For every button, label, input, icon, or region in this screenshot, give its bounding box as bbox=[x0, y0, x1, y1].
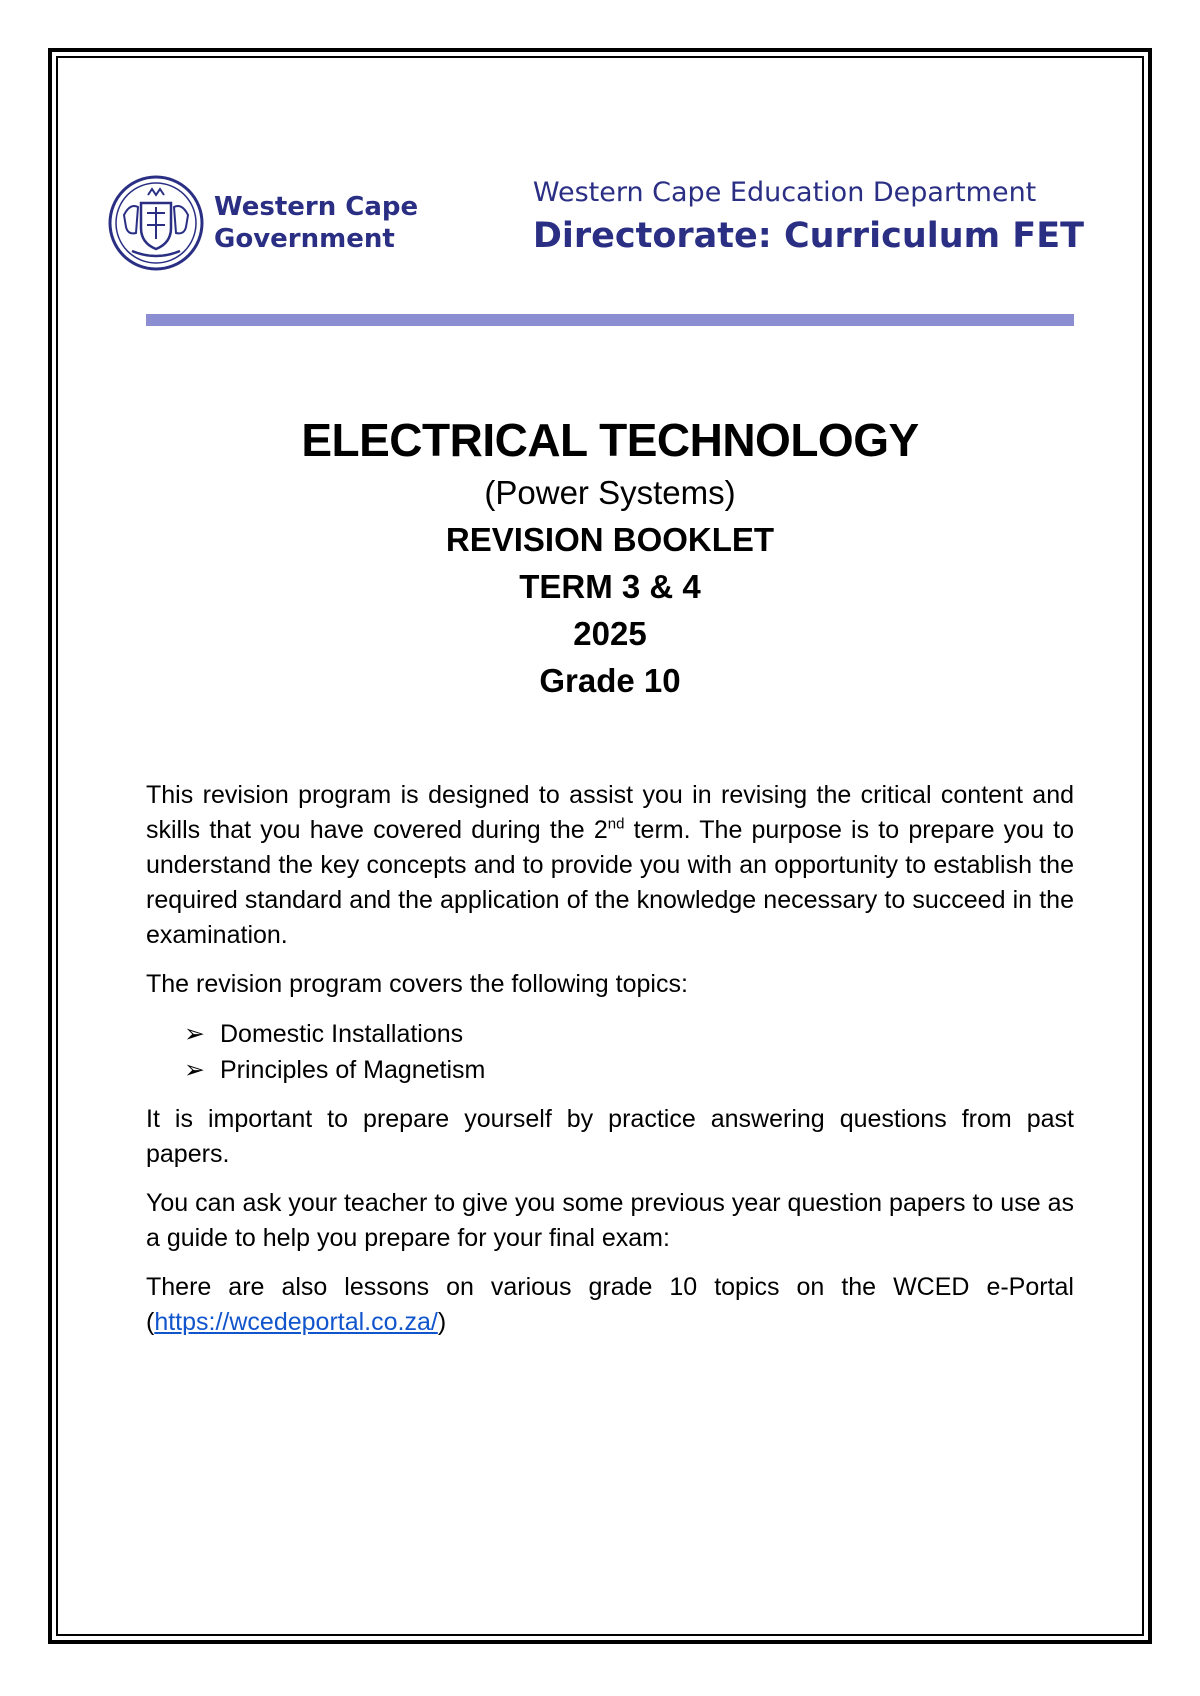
arrow-bullet-icon: ➢ bbox=[184, 1020, 205, 1048]
crest-icon bbox=[106, 173, 206, 273]
government-name-line2: Government bbox=[214, 224, 395, 254]
intro-paragraph bbox=[146, 778, 1074, 953]
title-block bbox=[146, 410, 1074, 704]
term-label: TERM 3 & 4 bbox=[519, 568, 701, 605]
subtitle: (Power Systems) bbox=[484, 474, 736, 511]
department-header bbox=[533, 175, 1084, 259]
teacher-paragraph: You can ask your teacher to give you some previous year question papers to use as a guide to help you prepare for your final exam: bbox=[146, 1189, 1074, 1252]
booklet-title: REVISION BOOKLET bbox=[445, 521, 775, 558]
list-item bbox=[184, 1052, 1074, 1088]
portal-text: There are also lessons on various grade 10 topics on the WCED e-Portal ( bbox=[146, 1273, 1074, 1336]
prepare-paragraph: It is important to prepare yourself by practice answering questions from past papers. bbox=[146, 1105, 1074, 1168]
portal-paragraph bbox=[146, 1270, 1074, 1340]
intro-part2: term. The purpose is to prepare you to understand the key concepts and to provide you with an opportunity to establish the required standard and the application of the knowledge necessary to succeed in the examination. bbox=[146, 816, 1075, 949]
department-name: Western Cape Education Department bbox=[532, 177, 1037, 208]
grade-label: Grade 10 bbox=[539, 662, 681, 699]
directorate-name: Directorate: Curriculum FET bbox=[532, 216, 1084, 256]
main-title: ELECTRICAL TECHNOLOGY bbox=[301, 414, 919, 466]
government-name-line1: Western Cape bbox=[214, 192, 419, 222]
body-text bbox=[146, 778, 1074, 1354]
topic-list bbox=[146, 1016, 1074, 1088]
intro-superscript: nd bbox=[607, 815, 625, 833]
portal-close: ) bbox=[437, 1308, 447, 1336]
list-item bbox=[184, 1016, 1074, 1052]
header-divider bbox=[146, 314, 1074, 326]
topics-intro: The revision program covers the following topics: bbox=[146, 970, 688, 998]
topic-label: Principles of Magnetism bbox=[220, 1056, 486, 1084]
government-logo bbox=[106, 173, 418, 273]
intro-part1: This revision program is designed to assist you in revising the critical content and skills that you have covered during the 2 bbox=[146, 781, 1074, 844]
arrow-bullet-icon: ➢ bbox=[184, 1056, 205, 1084]
year-label: 2025 bbox=[573, 615, 647, 652]
eportal-link[interactable]: https://wcedeportal.co.za/ bbox=[154, 1308, 438, 1336]
topic-label: Domestic Installations bbox=[220, 1020, 464, 1048]
government-name bbox=[214, 191, 418, 255]
